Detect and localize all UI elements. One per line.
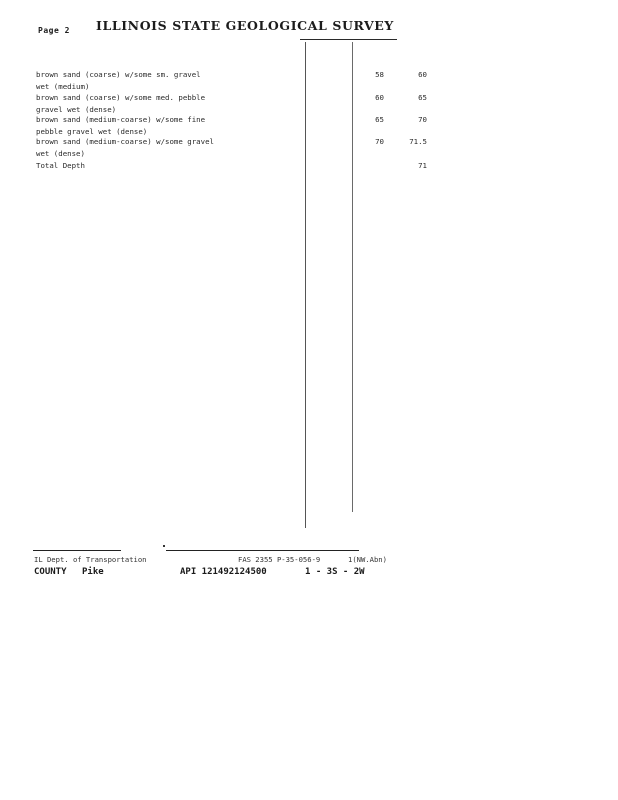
footer-mark bbox=[163, 545, 165, 547]
county-name: Pike bbox=[82, 567, 104, 577]
header-rule bbox=[300, 39, 397, 40]
footer-agency: IL Dept. of Transportation bbox=[34, 555, 147, 564]
api-number: API 121492124500 bbox=[180, 567, 267, 577]
log-row-from-depth: 70 bbox=[375, 137, 384, 146]
log-row-to-depth: 70 bbox=[418, 115, 427, 124]
log-row-to-depth: 65 bbox=[418, 93, 427, 102]
log-row-description: brown sand (coarse) w/some med. pebble gravel wet (dense) bbox=[36, 93, 206, 114]
document-title: ILLINOIS STATE GEOLOGICAL SURVEY bbox=[96, 18, 394, 33]
footer-permit: FAS 2355 P-35-056-9 bbox=[238, 555, 321, 564]
column-divider-to bbox=[352, 42, 353, 512]
total-depth-value: 71 bbox=[418, 161, 427, 170]
log-row-description: brown sand (coarse) w/some sm. gravel wet (medium) bbox=[36, 70, 201, 91]
page-number: Page 2 bbox=[38, 26, 70, 35]
log-row-from-depth: 60 bbox=[375, 93, 384, 102]
footer-rule bbox=[166, 550, 359, 551]
log-row-description: brown sand (medium-coarse) w/some fine pebble gravel wet (dense) bbox=[36, 115, 206, 136]
column-divider-from bbox=[305, 42, 306, 528]
footer-location-note: 1(NW.Abn) bbox=[348, 555, 387, 564]
log-row-to-depth: 71.5 bbox=[409, 137, 427, 146]
log-row-from-depth: 65 bbox=[375, 115, 384, 124]
footer-rule bbox=[33, 550, 121, 551]
log-row-to-depth: 60 bbox=[418, 70, 427, 79]
county-label: COUNTY bbox=[34, 567, 67, 577]
total-depth-label: Total Depth bbox=[36, 161, 85, 170]
section-township-range: 1 - 3S - 2W bbox=[305, 567, 365, 577]
log-row-from-depth: 58 bbox=[375, 70, 384, 79]
log-row-description: brown sand (medium-coarse) w/some gravel wet (dense) bbox=[36, 137, 214, 158]
